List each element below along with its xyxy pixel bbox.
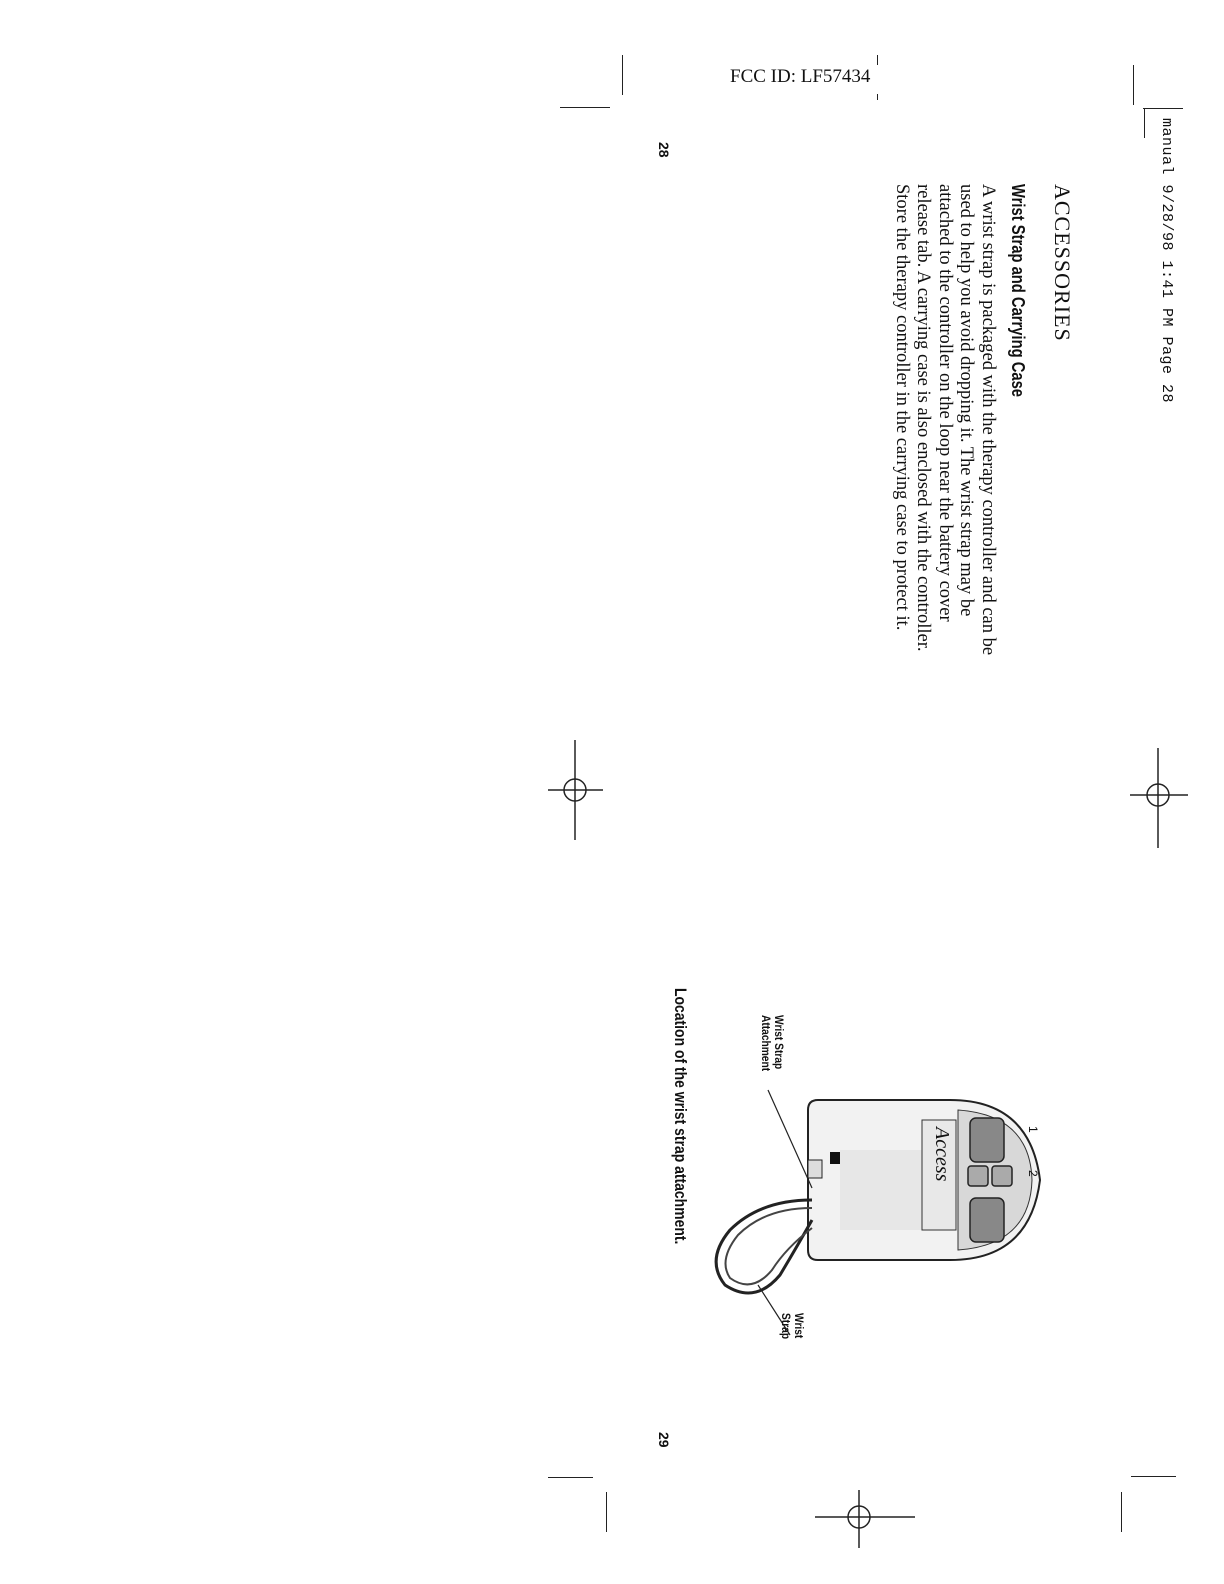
label-line: Wrist <box>792 1313 806 1339</box>
crop-mark <box>877 94 878 100</box>
label-line: Strap <box>779 1313 793 1340</box>
crop-mark <box>1131 1476 1176 1477</box>
label-line: Wrist Strap <box>772 1015 786 1070</box>
section-subhead: Wrist Strap and Carrying Case <box>1008 184 1028 397</box>
crop-mark <box>606 1492 607 1532</box>
label-line: Attachment <box>759 1015 773 1072</box>
page-number-left: 28 <box>656 142 672 158</box>
crop-mark <box>1143 108 1183 109</box>
crop-mark <box>1133 65 1134 105</box>
crop-mark <box>560 107 610 108</box>
registration-target <box>815 1490 915 1550</box>
label-wrist-strap <box>779 1313 805 1339</box>
body-line: used to help you avoid dropping it. The wrist strap may be <box>956 184 977 617</box>
section-title: ACCESSORIES <box>1050 184 1075 342</box>
crop-mark <box>1121 1492 1122 1532</box>
crop-mark <box>1144 108 1145 138</box>
crop-mark <box>548 1477 593 1478</box>
fcc-id: FCC ID: LF57434 <box>730 66 871 87</box>
button-number-1: 1 <box>1026 1126 1040 1133</box>
registration-target <box>1130 748 1190 848</box>
brand-label: Access <box>931 1127 953 1182</box>
controller-illustration <box>700 1080 1070 1390</box>
page-number-right: 29 <box>656 1432 672 1448</box>
crop-mark <box>877 55 878 65</box>
button-number-2: 2 <box>1026 1170 1040 1177</box>
label-wrist-strap-attachment <box>759 1015 785 1071</box>
print-slug: manual 9/28/98 1:41 PM Page 28 <box>1158 118 1175 404</box>
figure-caption: Location of the wrist strap attachment. <box>671 988 690 1245</box>
body-line: attached to the controller on the loop near the battery cover <box>935 184 955 622</box>
registration-target <box>548 740 608 840</box>
body-line: release tab. A carrying case is also enclosed with the controller. <box>913 184 934 652</box>
body-line: Store the therapy controller in the carrying case to protect it. <box>892 184 912 631</box>
crop-mark <box>622 55 623 95</box>
body-line: A wrist strap is packaged with the therapy controller and can be <box>978 184 998 656</box>
body-paragraph <box>891 184 999 714</box>
